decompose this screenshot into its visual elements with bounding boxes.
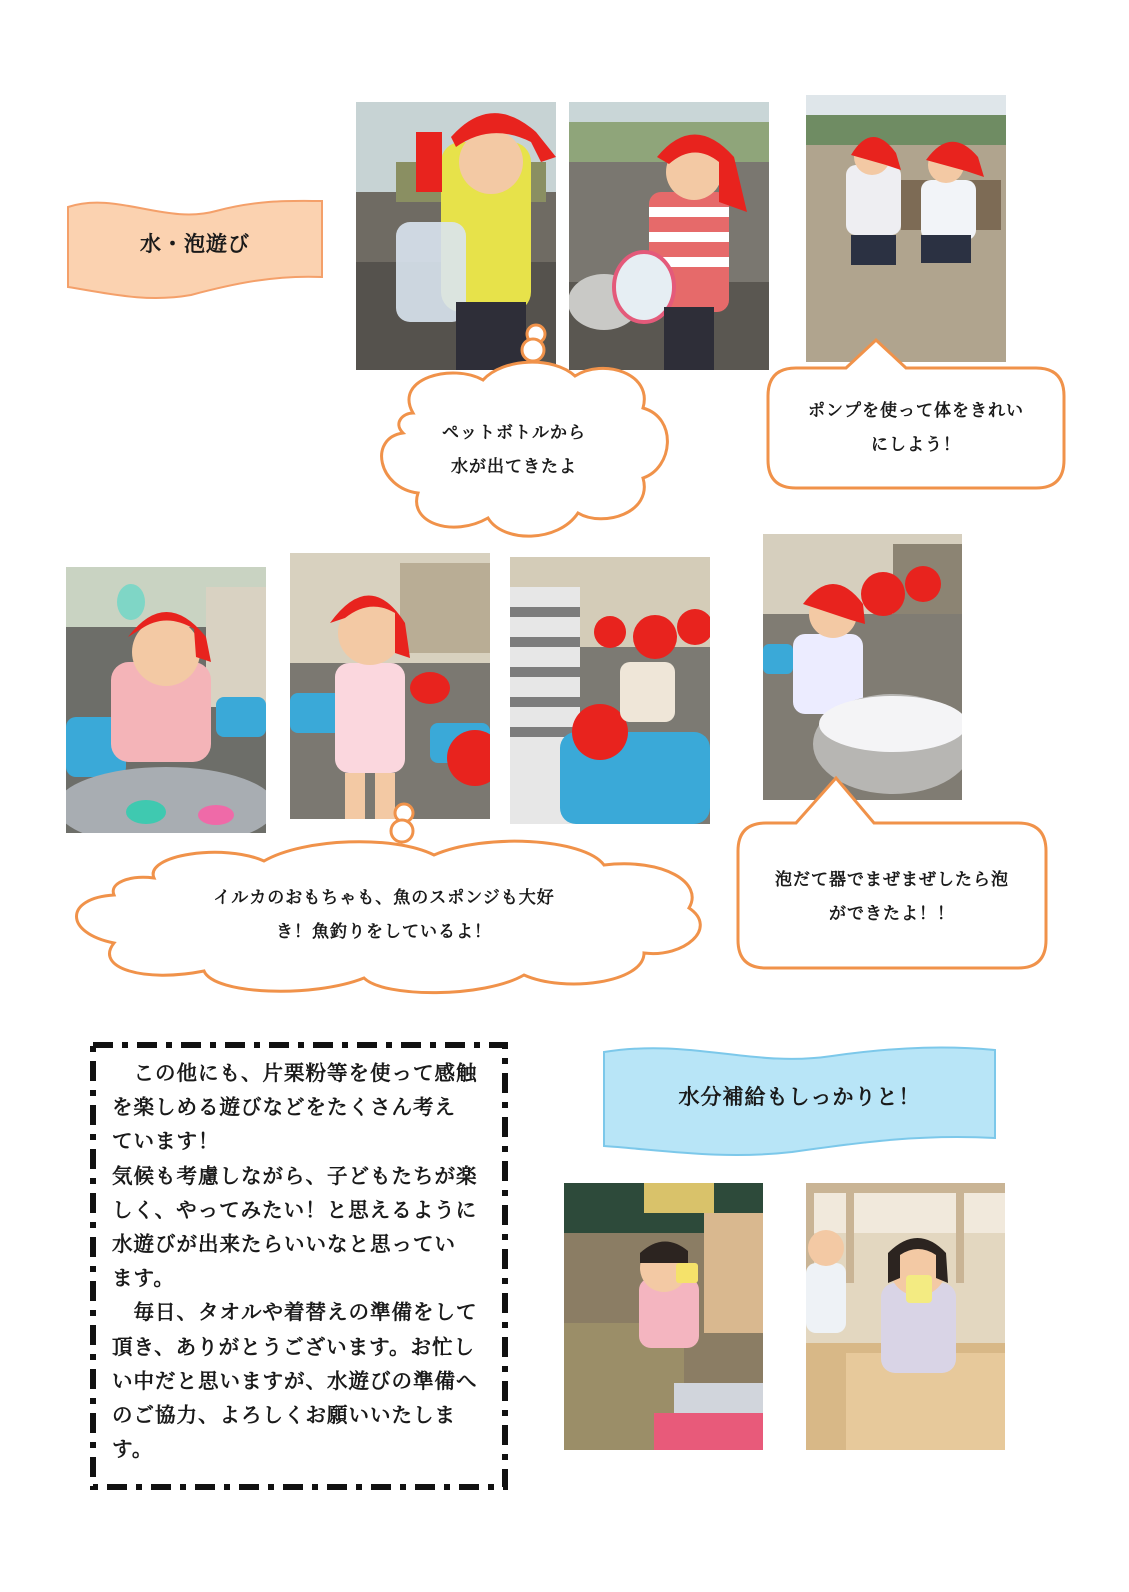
notice-line: ています！: [112, 1129, 220, 1154]
notice-line: 毎日、タオルや着替えの準備をして: [112, 1300, 478, 1325]
pet-bottle-caption-line1: ペットボトルから: [442, 423, 586, 443]
water-play-banner: [66, 195, 324, 301]
notice-line: す。: [112, 1437, 154, 1462]
dolphin-caption-line1: イルカのおもちゃも、魚のスポンジも大好: [213, 888, 555, 908]
notice-line: い中だと思いますが、水遊びの準備へ: [112, 1368, 478, 1393]
pet-bottle-caption-line2: 水が出てきたよ: [451, 457, 577, 477]
hydration-title: 水分補給もしっかりと！: [678, 1085, 921, 1109]
notice-line: のご協力、よろしくお願いいたしま: [112, 1403, 456, 1428]
notice-line: しく、やってみたい！と思えるように: [112, 1197, 478, 1222]
notice-line: 頂き、ありがとうございます。お忙し: [112, 1334, 476, 1359]
notice-line: この他にも、片栗粉等を使って感触: [112, 1061, 478, 1085]
notice-box: [90, 1042, 508, 1490]
photo-whisk: [763, 534, 962, 800]
whisk-caption-line2: ができたよ！！: [829, 904, 955, 924]
dolphin-cloud-bubble: [64, 803, 704, 998]
photo-drink-2: [806, 1183, 1005, 1450]
photo-sponge: [290, 553, 490, 819]
hydration-banner: [602, 1042, 997, 1158]
photo-dolphin: [66, 567, 266, 833]
pump-callout: [766, 338, 1066, 490]
whisk-caption-line1: 泡だて器でまぜまぜしたら泡: [775, 870, 1009, 890]
water-play-title: 水・泡遊び: [140, 232, 250, 256]
whisk-callout: [736, 775, 1048, 970]
notice-line: ます。: [112, 1266, 175, 1291]
photo-drink-1: [564, 1183, 763, 1450]
notice-line: 気候も考慮しながら、子どもたちが楽: [112, 1163, 478, 1188]
photo-pump: [806, 95, 1006, 362]
pump-caption-line2: にしよう！: [871, 435, 961, 455]
dolphin-caption-line2: き！魚釣りをしているよ！: [276, 922, 492, 942]
pump-caption-line1: ポンプを使って体をきれい: [808, 401, 1024, 421]
notice-text: [112, 1056, 492, 1466]
notice-line: 水遊びが出来たらいいなと思ってい: [112, 1232, 456, 1257]
photo-pool: [510, 557, 710, 824]
pet-bottle-cloud-bubble: [353, 318, 675, 553]
notice-line: を楽しめる遊びなどをたくさん考え: [112, 1095, 456, 1120]
